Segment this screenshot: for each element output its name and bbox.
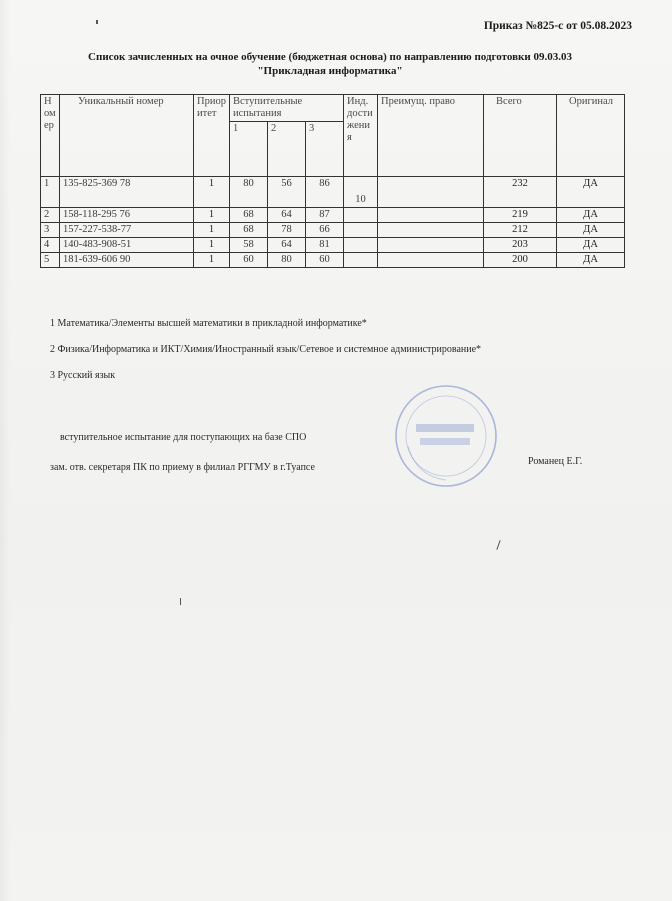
scan-speck [96, 20, 98, 24]
cell-unique-number: 135-825-369 78 [60, 177, 194, 208]
cell-number: 3 [41, 223, 60, 238]
cell-preference [378, 223, 484, 238]
cell-original: ДА [557, 208, 625, 223]
cell-original: ДА [557, 253, 625, 268]
enrollment-table [40, 94, 625, 268]
cell-exam-3: 81 [306, 238, 344, 253]
order-number: Приказ №825-с от 05.08.2023 [483, 20, 632, 32]
document-title [30, 50, 630, 78]
header-priority: Приоритет [194, 95, 230, 177]
table-header-row [41, 95, 625, 122]
cell-exam-2: 80 [268, 253, 306, 268]
cell-preference [378, 253, 484, 268]
cell-total: 232 [484, 177, 557, 208]
secretary-title: зам. отв. секретаря ПК по приему в филиал РГГМУ в г.Туапсе [50, 462, 315, 473]
footnote-2: 2 Физика/Информатика и ИКТ/Химия/Иностранный язык/Сетевое и системное администрирование* [50, 344, 482, 355]
cell-priority: 1 [194, 208, 230, 223]
cell-priority: 1 [194, 238, 230, 253]
cell-preference [378, 238, 484, 253]
header-total: Всего [484, 95, 557, 177]
scan-shadow [0, 0, 10, 901]
cell-total: 212 [484, 223, 557, 238]
header-preference-right: Преимущ. право [378, 95, 484, 177]
cell-number: 2 [41, 208, 60, 223]
footnote-3: 3 Русский язык [50, 370, 116, 381]
table-row [41, 223, 625, 238]
cell-individual: 10 [344, 177, 378, 208]
cell-number: 4 [41, 238, 60, 253]
cell-individual [344, 253, 378, 268]
cell-exam-1: 58 [230, 238, 268, 253]
cell-exam-1: 68 [230, 223, 268, 238]
header-original: Оригинал [557, 95, 625, 177]
table-row [41, 208, 625, 223]
cell-number: 5 [41, 253, 60, 268]
header-entrance-exams: Вступительные испытания [230, 95, 344, 122]
cell-exam-2: 64 [268, 238, 306, 253]
cell-exam-3: 66 [306, 223, 344, 238]
header-unique-number: Уникальный номер [60, 95, 194, 177]
cell-total: 200 [484, 253, 557, 268]
cell-exam-2: 56 [268, 177, 306, 208]
cell-preference [378, 177, 484, 208]
cell-unique-number: 158-118-295 76 [60, 208, 194, 223]
cell-original: ДА [557, 177, 625, 208]
cell-original: ДА [557, 223, 625, 238]
cell-individual [344, 238, 378, 253]
cell-unique-number: 140-483-908-51 [60, 238, 194, 253]
title-line-2: "Прикладная информатика" [257, 65, 403, 77]
cell-exam-2: 78 [268, 223, 306, 238]
footnote-1: 1 Математика/Элементы высшей математики в прикладной информатике* [50, 318, 367, 329]
table-row [41, 253, 625, 268]
cell-preference [378, 208, 484, 223]
cell-number: 1 [41, 177, 60, 208]
cell-exam-1: 60 [230, 253, 268, 268]
cell-priority: 1 [194, 223, 230, 238]
header-exam-1: 1 [230, 122, 268, 177]
scan-speck [496, 540, 500, 550]
table-row [41, 177, 625, 208]
cell-individual [344, 223, 378, 238]
header-individual-achievements: Инд. достижения [344, 95, 378, 177]
cell-exam-3: 60 [306, 253, 344, 268]
signer-name: Романец Е.Г. [528, 456, 583, 467]
cell-total: 203 [484, 238, 557, 253]
cell-exam-2: 64 [268, 208, 306, 223]
official-stamp-icon [386, 376, 506, 496]
header-number: Номер [41, 95, 60, 177]
title-line-1: Список зачисленных на очное обучение (бюджетная основа) по направлению подготовки 09.03.03 [88, 51, 572, 63]
cell-exam-3: 86 [306, 177, 344, 208]
cell-individual [344, 208, 378, 223]
cell-total: 219 [484, 208, 557, 223]
spo-note: вступительное испытание для поступающих на базе СПО [60, 432, 307, 443]
cell-unique-number: 181-639-606 90 [60, 253, 194, 268]
scan-speck [180, 598, 181, 605]
cell-priority: 1 [194, 177, 230, 208]
cell-exam-1: 68 [230, 208, 268, 223]
header-exam-2: 2 [268, 122, 306, 177]
cell-unique-number: 157-227-538-77 [60, 223, 194, 238]
cell-exam-1: 80 [230, 177, 268, 208]
cell-exam-3: 87 [306, 208, 344, 223]
cell-priority: 1 [194, 253, 230, 268]
header-exam-3: 3 [306, 122, 344, 177]
table-row [41, 238, 625, 253]
cell-original: ДА [557, 238, 625, 253]
